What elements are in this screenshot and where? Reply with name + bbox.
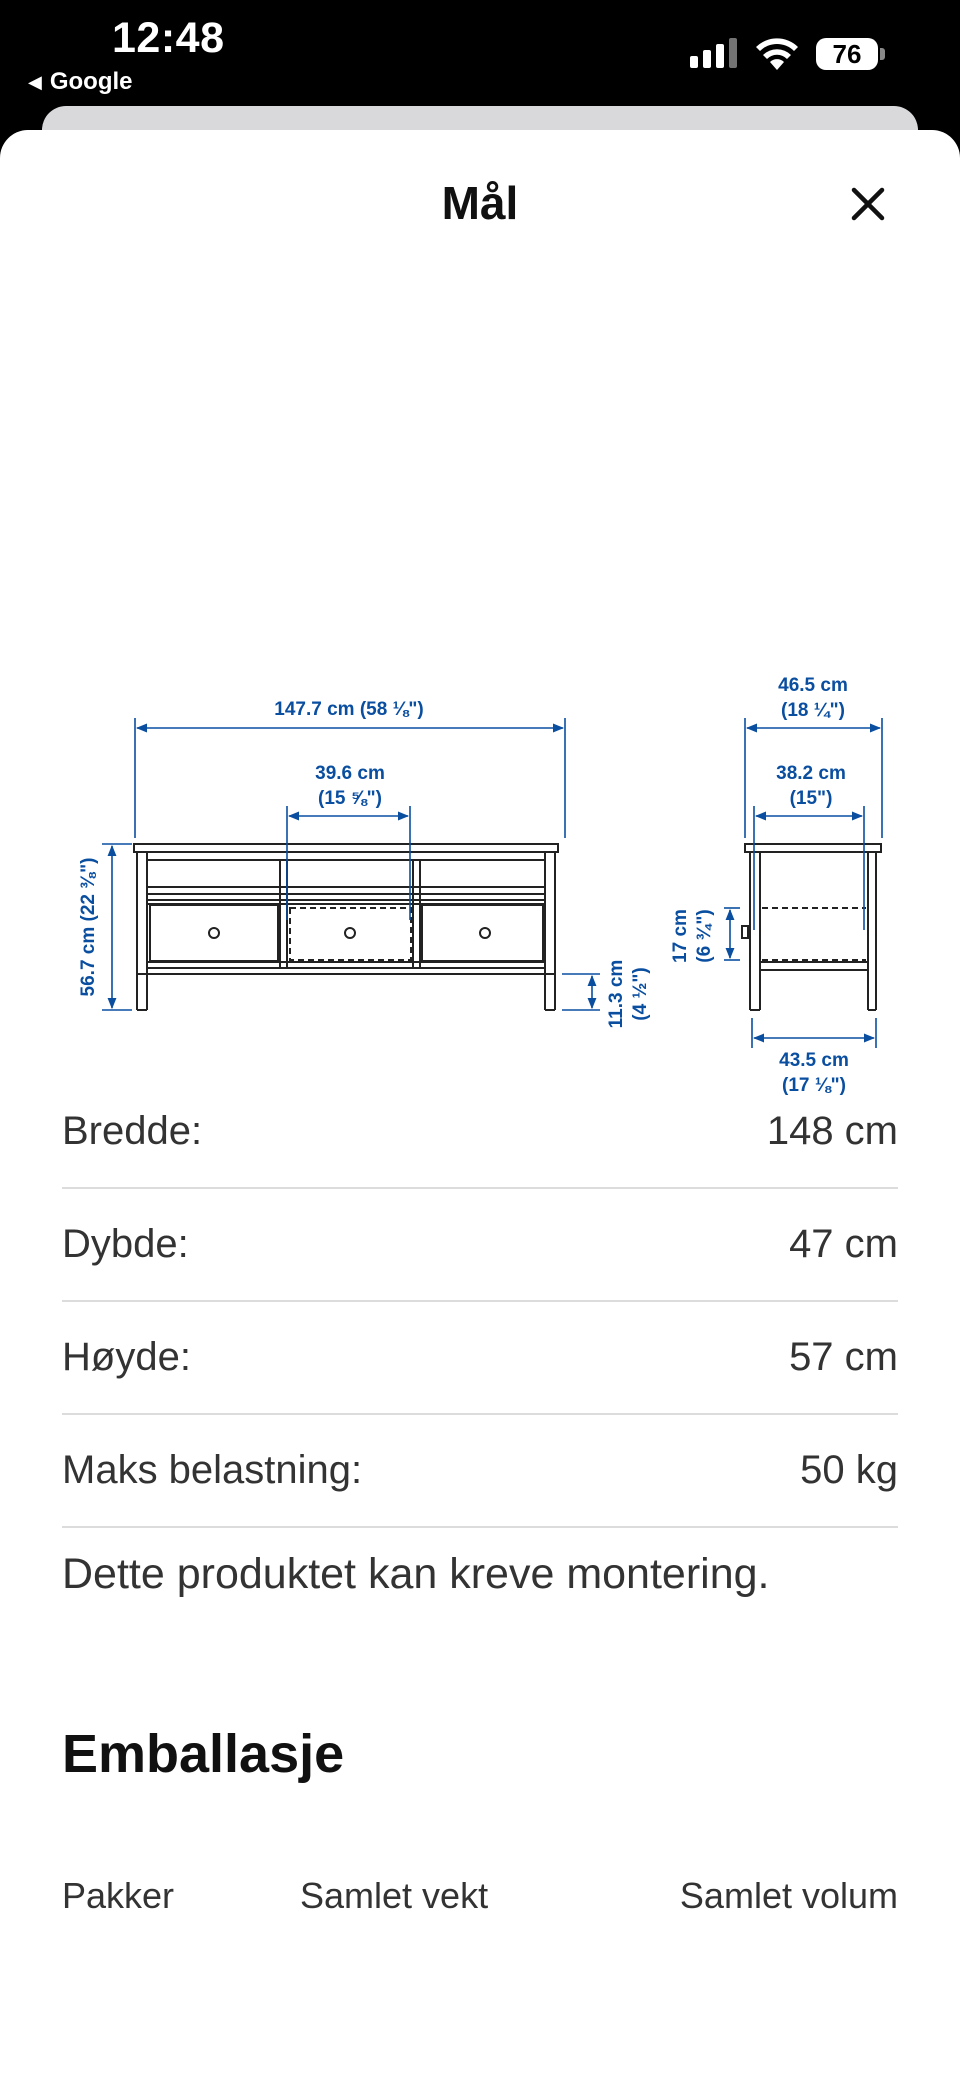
status-bar <box>0 0 960 110</box>
spec-label: Dybde: <box>62 1222 189 1266</box>
back-triangle-icon: ◀ <box>28 71 42 92</box>
wifi-icon <box>753 34 801 72</box>
spec-label: Høyde: <box>62 1335 191 1379</box>
label-inner-depth-in: (15") <box>789 788 833 809</box>
label-leg-height-cm: 11.3 cm <box>606 959 627 1029</box>
sheet-title: Mål <box>441 177 519 229</box>
specs-table <box>62 1076 898 1528</box>
spec-label: Bredde: <box>62 1109 203 1153</box>
spec-row-height <box>62 1302 898 1415</box>
dimension-drawing <box>0 400 960 1120</box>
spec-value: 50 kg <box>800 1448 898 1492</box>
back-to-app-link[interactable] <box>28 68 133 96</box>
label-bottom-depth-in: (17 ⅛") <box>782 1075 846 1096</box>
label-bottom-depth-cm: 43.5 cm <box>779 1050 849 1071</box>
spec-row-width <box>62 1076 898 1189</box>
close-icon[interactable] <box>838 174 898 234</box>
label-drawer-width-cm: 39.6 cm <box>315 763 385 784</box>
battery-icon: 76 <box>816 38 878 70</box>
packaging-column-total-weight: Samlet vekt <box>300 1875 489 1916</box>
label-total-width: 147.7 cm (58 ⅛") <box>274 699 424 720</box>
label-leg-height-in: (4 ½") <box>630 967 651 1021</box>
side-view <box>742 844 881 1010</box>
front-view <box>134 844 558 1010</box>
packaging-column-total-volume: Samlet volum <box>679 1875 898 1916</box>
label-drawer-height-cm: 17 cm <box>670 909 691 963</box>
label-total-height: 56.7 cm (22 ⅜") <box>78 857 99 997</box>
spec-value: 47 cm <box>789 1222 898 1266</box>
spec-value: 57 cm <box>789 1335 898 1379</box>
packaging-heading: Emballasje <box>62 1724 345 1784</box>
label-depth-cm: 46.5 cm <box>778 675 848 696</box>
label-inner-depth-cm: 38.2 cm <box>776 763 846 784</box>
packaging-column-packages: Pakker <box>62 1875 175 1916</box>
status-time: 12:48 <box>112 14 225 62</box>
spec-label: Maks belastning: <box>62 1448 363 1492</box>
signal-icon <box>690 38 737 68</box>
label-drawer-width-in: (15 ⅝") <box>318 788 382 809</box>
spec-value: 148 cm <box>766 1109 898 1153</box>
label-drawer-height-in: (6 ¾") <box>694 909 715 963</box>
battery-cap <box>880 48 885 60</box>
spec-row-max-load <box>62 1415 898 1528</box>
spec-row-depth <box>62 1189 898 1302</box>
back-app-label: Google <box>49 68 133 95</box>
assembly-note: Dette produktet kan kreve montering. <box>62 1550 770 1598</box>
label-depth-in: (18 ¼") <box>781 700 845 721</box>
